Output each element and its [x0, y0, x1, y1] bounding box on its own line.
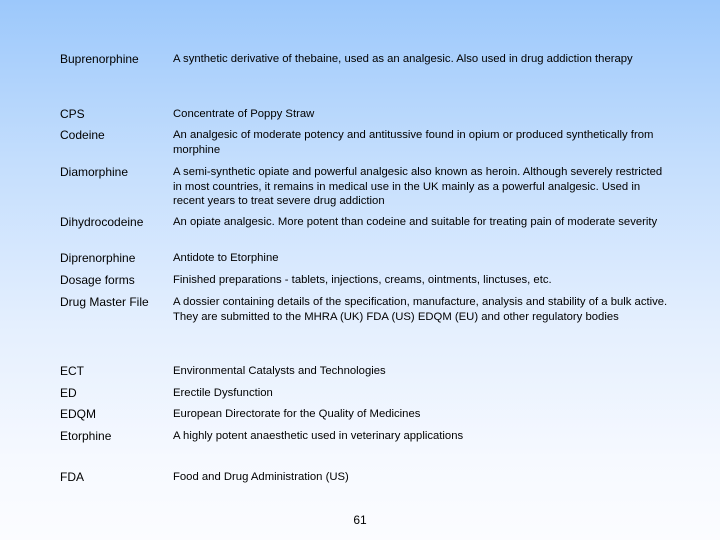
glossary-term: Dihydrocodeine	[60, 215, 144, 229]
glossary-definition: Antidote to Etorphine	[173, 252, 279, 264]
glossary-term: ED	[60, 386, 77, 400]
page-number: 61	[353, 513, 367, 527]
glossary-term: ECT	[60, 364, 84, 378]
glossary-definition: An opiate analgesic. More potent than codeine and suitable for treating pain of moderate severity	[173, 216, 658, 228]
glossary-term: Diamorphine	[60, 165, 129, 179]
glossary-definition: A dossier containing details of the specification, manufacture, analysis and stability of a bulk active. They are submitted to the MHRA (UK) FDA (US) EDQM (EU) and other regulatory bodies	[173, 296, 668, 323]
glossary-definition: Finished preparations - tablets, injections, creams, ointments, linctuses, etc.	[173, 274, 552, 286]
glossary-definition: An analgesic of moderate potency and antitussive found in opium or produced synthetically from morphine	[173, 129, 654, 156]
glossary-definition: A semi-synthetic opiate and powerful analgesic also known as heroin. Although severely restricted in most countries, it remains in medical use in the UK mainly as a powerful analgesic. Used in recent years to treat severe drug addiction	[173, 166, 663, 207]
glossary-definition: A highly potent anaesthetic used in veterinary applications	[173, 430, 464, 442]
glossary-term: EDQM	[60, 407, 96, 421]
glossary-term: Drug Master File	[60, 295, 149, 309]
glossary-definition: Environmental Catalysts and Technologies	[173, 365, 386, 377]
glossary-term: Diprenorphine	[60, 251, 136, 265]
glossary-term: CPS	[60, 107, 85, 121]
glossary-term: Dosage forms	[60, 273, 135, 287]
glossary-term: Codeine	[60, 128, 105, 142]
glossary-definition: A synthetic derivative of thebaine, used as an analgesic. Also used in drug addiction therapy	[173, 53, 633, 65]
glossary-term: FDA	[60, 470, 84, 484]
glossary-term: Etorphine	[60, 429, 112, 443]
glossary-definition: Erectile Dysfunction	[173, 387, 273, 399]
glossary-definition: European Directorate for the Quality of Medicines	[173, 408, 421, 420]
glossary-definition: Concentrate of Poppy Straw	[173, 108, 315, 120]
glossary-definition: Food and Drug Administration (US)	[173, 471, 349, 483]
glossary-term: Buprenorphine	[60, 52, 139, 66]
